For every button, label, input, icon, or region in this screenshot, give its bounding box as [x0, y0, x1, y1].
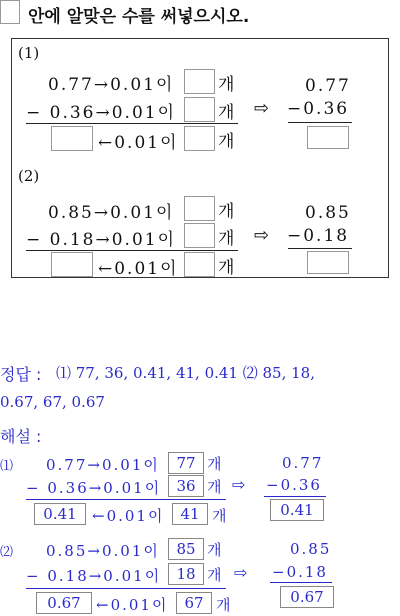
part1-result-blank[interactable]: [51, 126, 93, 151]
exp2-v-sub: −0.18: [272, 563, 328, 581]
part2-v-blank[interactable]: [307, 251, 349, 274]
exp2-implies: ⇨: [234, 563, 248, 582]
exp2-r-val: 67: [176, 592, 212, 614]
exp2-rule: [26, 588, 226, 589]
instruction-text: 안에 알맞은 수를 써넣으시오.: [28, 7, 250, 27]
exp2-b-expr: − 0.18→0.01이: [26, 567, 162, 585]
part2-result-blank[interactable]: [51, 252, 93, 277]
part1-b-unit: 개: [218, 103, 235, 123]
exp1-v-top: 0.77: [282, 454, 324, 472]
exp1-v-sub: −0.36: [266, 476, 322, 494]
explanation-label: 해설 :: [0, 427, 42, 446]
part1-a-blank[interactable]: [184, 69, 215, 94]
part1-b-blank[interactable]: [184, 97, 215, 122]
part2-v-sub: −0.18: [287, 226, 350, 246]
exp2-a-expr: 0.85→0.01이: [46, 542, 160, 560]
exp1-implies: ⇨: [232, 475, 246, 494]
part2-a-blank[interactable]: [184, 196, 215, 221]
part1-a-unit: 개: [218, 75, 235, 95]
exp1-a-val: 77: [168, 452, 204, 474]
part2-v-top: 0.85: [305, 203, 351, 223]
answer-line2: 0.67, 67, 0.67: [0, 393, 105, 411]
exp2-b-unit: 개: [207, 566, 222, 584]
exp2-b-val: 18: [168, 563, 204, 585]
part2-a-unit: 개: [218, 202, 235, 222]
part1-r-unit: 개: [218, 132, 235, 152]
part1-v-blank[interactable]: [307, 126, 349, 149]
part1-label: (1): [18, 44, 40, 62]
exp1-r-unit: 개: [212, 507, 227, 525]
exp2-a-val: 85: [168, 538, 204, 560]
part2-b-unit: 개: [218, 229, 235, 249]
part2-a-expr: 0.85→0.01이: [48, 203, 175, 223]
part2-implies: ⇨: [254, 225, 270, 246]
part2-r-blank[interactable]: [184, 252, 215, 277]
part2-label: (2): [18, 167, 40, 185]
part2-rule: [26, 250, 238, 251]
exp1-b-unit: 개: [207, 478, 222, 496]
part1-v-rule: [288, 122, 352, 123]
exp1-v-res: 0.41: [270, 499, 324, 521]
answer-line1: ⑴ 77, 36, 0.41, 41, 0.41 ⑵ 85, 18,: [56, 364, 315, 382]
part2-b-expr: − 0.18→0.01이: [26, 230, 177, 250]
exp2-r-left: 0.67: [36, 592, 92, 614]
part2-b-blank[interactable]: [184, 223, 215, 248]
exp1-r-val: 41: [172, 503, 208, 525]
title-blank-box: [0, 0, 20, 24]
exp2-label: ⑵: [0, 545, 14, 560]
part2-v-rule: [288, 248, 352, 249]
part1-r-blank[interactable]: [184, 126, 215, 151]
answer-label: 정답 :: [0, 365, 42, 384]
exp1-r-expr: ←0.01이: [92, 507, 165, 525]
exp1-r-left: 0.41: [34, 503, 86, 525]
exp2-v-top: 0.85: [290, 540, 332, 558]
exp2-r-expr: ←0.01이: [96, 596, 169, 614]
exp1-label: ⑴: [0, 459, 14, 474]
part1-v-sub: −0.36: [287, 99, 350, 119]
exp1-a-expr: 0.77→0.01이: [46, 456, 160, 474]
part1-b-expr: − 0.36→0.01이: [26, 103, 177, 123]
exp1-v-rule: [264, 496, 326, 497]
exp2-r-unit: 개: [216, 596, 231, 614]
part1-rule: [26, 123, 238, 124]
exp1-b-expr: − 0.36→0.01이: [26, 479, 162, 497]
part2-r-expr: ←0.01이: [98, 259, 179, 279]
exp2-v-rule: [270, 582, 332, 583]
exp1-b-val: 36: [168, 475, 204, 497]
exp2-v-res: 0.67: [280, 586, 334, 608]
part2-r-unit: 개: [218, 258, 235, 278]
exp1-rule: [26, 499, 226, 500]
part1-r-expr: ←0.01이: [98, 133, 179, 153]
part1-v-top: 0.77: [305, 76, 351, 96]
part1-implies: ⇨: [254, 98, 270, 119]
exp2-a-unit: 개: [207, 541, 222, 559]
part1-a-expr: 0.77→0.01이: [48, 75, 175, 95]
exp1-a-unit: 개: [207, 455, 222, 473]
